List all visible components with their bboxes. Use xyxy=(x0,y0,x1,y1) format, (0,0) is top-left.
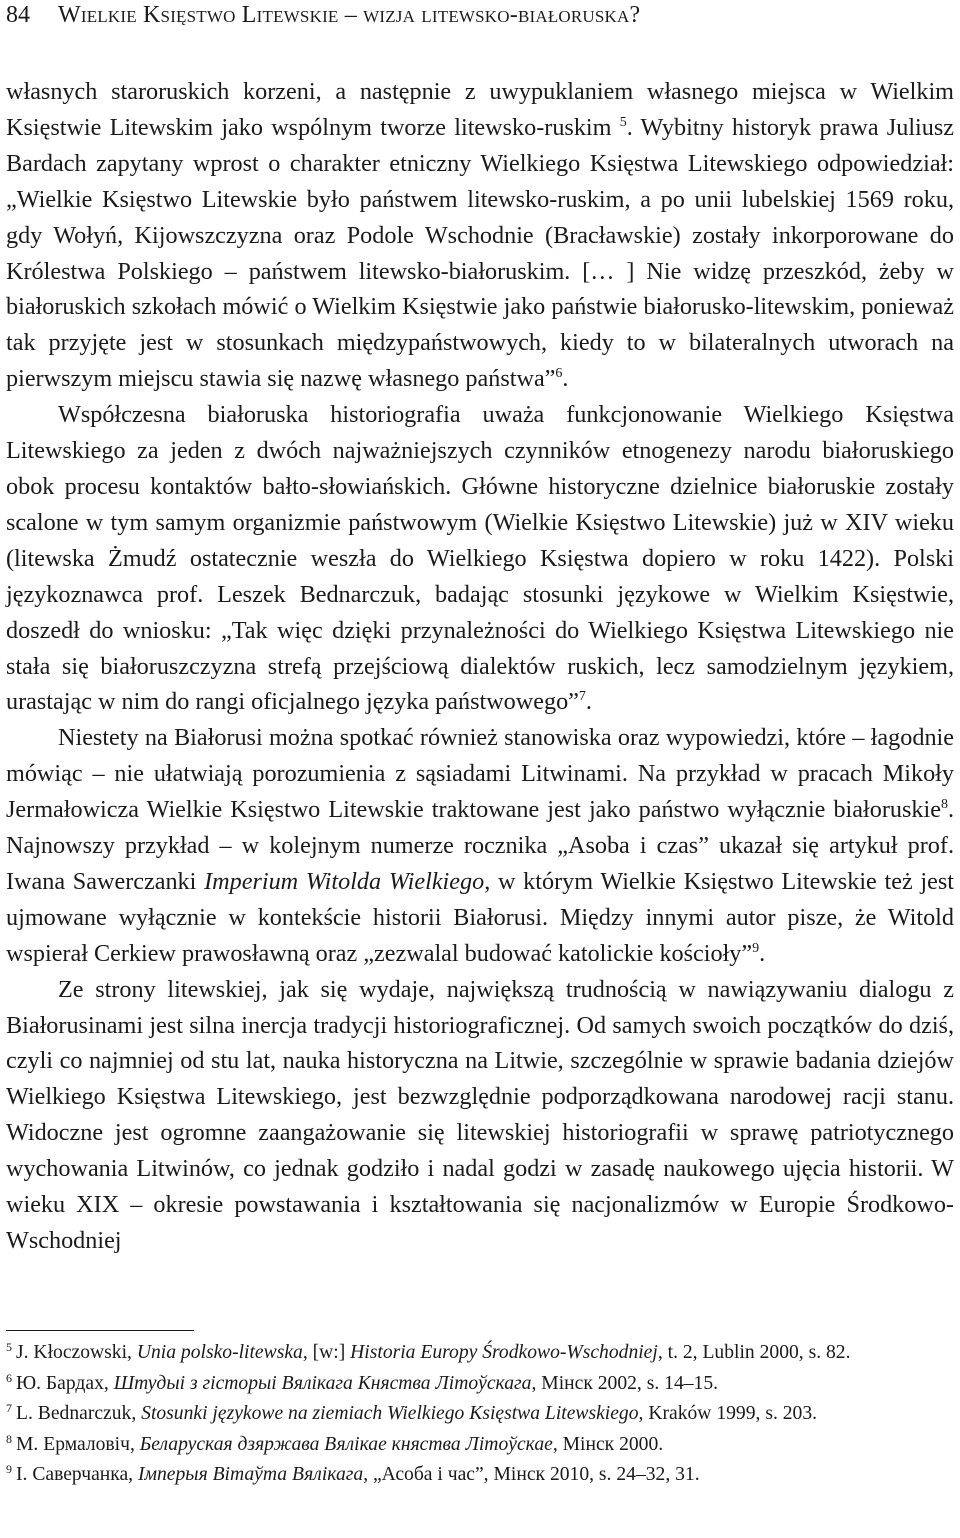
footnote-8 xyxy=(6,1430,954,1461)
text-run: , w którym Wielkie Księstwo Litewskie też jest ujmowane wyłącznie w kontekście historii Białorusi. Między innymi autor pisze, że Witold wspierał Cerkiew prawosławną oraz „zezwalal budować katolickie kościoły” xyxy=(6,867,954,967)
footnote-number: 9 xyxy=(6,1462,12,1476)
text-run: Niestety na Białorusi można spotkać również stanowiska oraz wypowiedzi, które – łagodnie mówiąc – nie ułatwiają porozumienia z sąsiadami Litwinami. Na przykład w pracach Mikoły Jermałowicza Wielkie Księstwo Litewskie traktowane jest jako państwo wyłącznie białoruskie xyxy=(6,724,954,824)
paragraph-3 xyxy=(6,720,954,971)
text-run: . Wybitny historyk prawa Juliusz Bardach zapytany wprost o charakter etniczny Wielkiego Księstwa Litewskiego odpowiedział: „Wielkie Księstwo Litewskie było państwem litewsko-ruskim, a po unii lubelskiej 1569 roku, gdy Wołyń, Kijowszczyzna oraz Podole Wschodnie (Bracławskie) zostały inkorporowane do Królestwa Polskiego – państwem litewsko-białoruskim. [… ] Nie widzę przeszkód, żeby w białoruskich szkołach mówić o Wielkim Księstwie jako państwie białorusko-litewskim, ponieważ tak przyjęte jest w stosunkach międzypaństwowych, kiedy to w bilateralnych utworach na pierwszym miejscu stawia się nazwę własnego państwa” xyxy=(6,113,954,393)
footnote-ref[interactable]: 8 xyxy=(940,797,948,813)
text-run: , „Асоба і час”, Мінск 2010, s. 24–32, 31. xyxy=(363,1464,700,1485)
text-run: I. Саверчанка, xyxy=(16,1464,138,1485)
paragraph-2 xyxy=(6,397,954,720)
text-run: Ю. Бардах, xyxy=(16,1372,114,1394)
footnote-number: 7 xyxy=(6,1401,12,1415)
footnote-ref[interactable]: 9 xyxy=(752,940,760,956)
footnotes xyxy=(6,1338,954,1491)
work-title: Historia Europy Środkowo-Wschodniej xyxy=(350,1342,658,1363)
text-run: L. Bednarczuk, xyxy=(16,1403,142,1424)
text-run: . xyxy=(585,688,592,716)
text-run: J. Kłoczowski, xyxy=(16,1342,137,1363)
text-run: . xyxy=(759,939,766,967)
paragraph-4 xyxy=(6,972,954,1259)
footnote-7 xyxy=(6,1399,954,1430)
text-run: , Мінск 2002, s. 14–15. xyxy=(531,1372,719,1394)
page-number: 84 xyxy=(6,2,30,28)
footnote-9 xyxy=(6,1460,954,1491)
text-run: , Мінск 2000. xyxy=(552,1433,664,1455)
footnote-number: 5 xyxy=(6,1340,12,1354)
text-run: , t. 2, Lublin 2000, s. 82. xyxy=(657,1342,851,1363)
work-title: Imperium Witolda Wielkiego xyxy=(204,867,485,895)
footnote-ref[interactable]: 5 xyxy=(619,114,627,130)
running-title: Wielkie Księstwo Litewskie – wizja litewsko-białoruska? xyxy=(58,2,641,28)
footnote-ref[interactable]: 6 xyxy=(555,366,563,382)
page-header xyxy=(6,0,956,36)
text-run: , [w:] xyxy=(302,1342,351,1363)
work-title: Unia polsko-litewska xyxy=(136,1342,303,1363)
work-title: Штудыі з гісторыі Вялікага Княства Літоўскага xyxy=(113,1372,532,1394)
work-title: Stosunki językowe na ziemiach Wielkiego Księstwa Litewskiego xyxy=(141,1403,639,1424)
text-run: . Najnowszy przykład – w kolejnym numerze rocznika „Asoba i czas” ukazał się artykuł prof. Iwana Sawerczanki xyxy=(6,796,954,895)
footnote-5 xyxy=(6,1338,954,1369)
footnote-number: 6 xyxy=(6,1370,12,1385)
text-run: , Kraków 1999, s. 203. xyxy=(638,1403,818,1424)
work-title: Беларуская дзяржава Вялікае княства Літоўскае xyxy=(139,1433,553,1455)
text-run: . xyxy=(562,365,569,393)
text-run: M. Ермаловіч, xyxy=(16,1433,140,1455)
paragraph-1 xyxy=(6,74,954,397)
footnote-6 xyxy=(6,1369,954,1400)
text-run: Ze strony litewskiej, jak się wydaje, największą trudnością w nawiązywaniu dialogu z Białorusinami jest silna inercja tradycji historiograficznej. Od samych swoich początków do dziś, czyli co najmniej od stu lat, nauka historyczna na Litwie, szczególnie w sprawie badania dziejów Wielkiego Księstwa Litewskiego, jest bezwzględnie podporządkowana narodowej racji stanu. Widoczne jest ogromne zaangażowanie się litewskiej historiografii w sprawę patriotycznego wychowania Litwinów, co jednak godziło i nadal godzi w zasadę naukowego ujęcia historii. W wieku XIX – okresie powstawania i kształtowania się nacjonalizmów w Europie Środkowo-Wschodniej xyxy=(6,975,954,1254)
footnote-separator xyxy=(6,1330,194,1331)
footnote-ref[interactable]: 7 xyxy=(578,689,586,705)
work-title: Імперыя Вітаўта Вялікага xyxy=(137,1464,364,1485)
text-run: własnych staroruskich korzeni, a następnie z uwypuklaniem własnego miejsca w Wielkim Księstwie Litewskim jako wspólnym tworze litewsko-ruskim xyxy=(6,78,954,141)
footnote-number: 8 xyxy=(6,1431,12,1446)
main-text xyxy=(6,74,954,1259)
text-run: Współczesna białoruska historiografia uważa funkcjonowanie Wielkiego Księstwa Litewskiego za jeden z dwóch najważniejszych czynników etnogenezy narodu białoruskiego obok procesu kontaktów bałto-słowiańskich. Główne historyczne dzielnice białoruskie zostały scalone w tym samym organizmie państwowym (Wielkie Księstwo Litewskie) już w XIV wieku (litewska Żmudź ostatecznie weszła do Wielkiego Księstwa dopiero w roku 1422). Polski językoznawca prof. Leszek Bednarczuk, badając stosunki językowe w Wielkim Księstwie, doszedł do wniosku: „Tak więc dzięki przynależności do Wielkiego Księstwa Litewskiego nie stała się białoruszczyzna strefą przejściową dialektów ruskich, lecz samodzielnym językiem, urastając w nim do rangi oficjalnego języka państwowego” xyxy=(6,401,954,716)
